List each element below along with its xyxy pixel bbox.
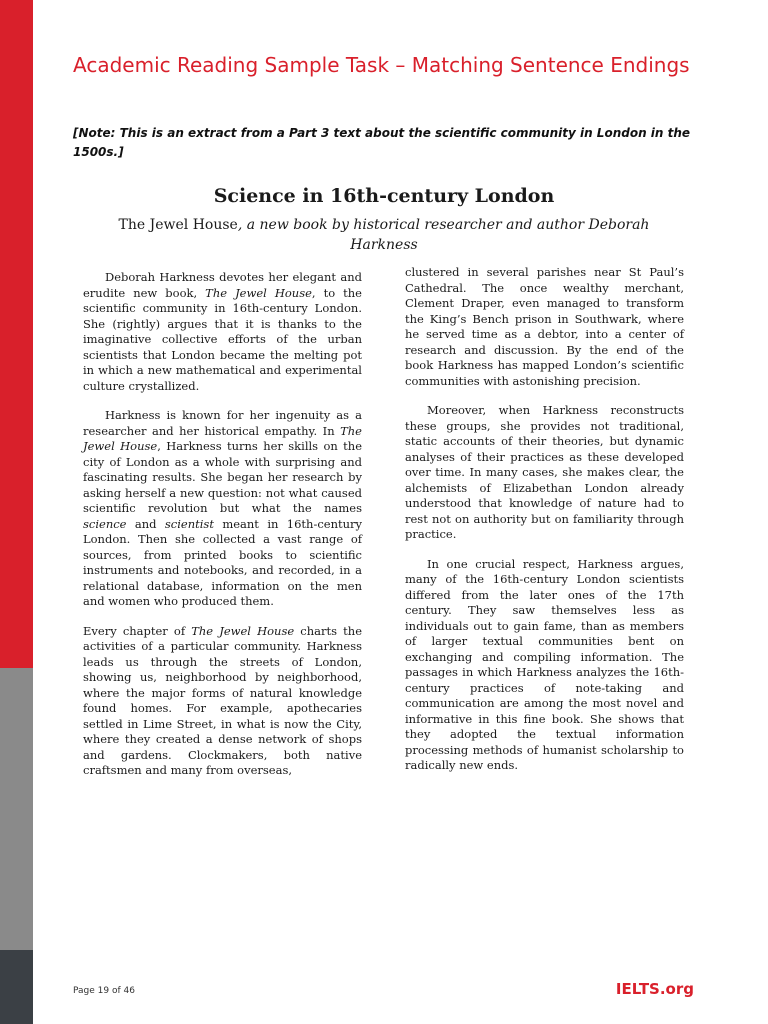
page-number: Page 19 of 46 bbox=[73, 986, 135, 996]
book-title: The Jewel House bbox=[83, 423, 362, 453]
side-band-grey bbox=[0, 668, 33, 950]
text-span: , to the scientific community in 16th-century London. She (rightly) argues that it is thanks to the imaginative collective efforts of the urban scientists that London became the melting pot in which a new mathematical and experimental culture crystallized. bbox=[83, 285, 362, 393]
article-title: Science in 16th-century London bbox=[213, 185, 555, 207]
emphasis: scientist bbox=[164, 516, 214, 531]
side-band-red bbox=[0, 0, 33, 668]
article-subtitle bbox=[100, 215, 668, 255]
text-span: Deborah Harkness devotes her elegant and erudite new book, bbox=[83, 270, 362, 300]
text-span: Harkness is known for her ingenuity as a researcher and her historical empathy. In bbox=[83, 408, 362, 438]
right-column bbox=[405, 265, 684, 788]
paragraph: Moreover, when Harkness reconstructs these groups, she provides not traditional, static accounts of their theories, but dynamic analyses of their practices as these developed over time. In many cases, she makes clear, the alchemists of Elizabethan London already understood that knowledge of nature had to rest not on authority but on familiarity through practice. bbox=[405, 403, 684, 541]
emphasis: science bbox=[83, 516, 127, 531]
brand-logo: IELTS.org bbox=[615, 980, 694, 998]
extract-note: [Note: This is an extract from a Part 3 text about the scientific community in London in the 1500s.] bbox=[73, 126, 691, 159]
paragraph bbox=[83, 408, 362, 610]
subtitle-description: , a new book by historical researcher and author Deborah Harkness bbox=[237, 217, 650, 253]
text-span: , Harkness turns her skills on the city of London as a whole with surprising and fascinating results. She began her research by asking herself a new question: not what caused scientific revolution but what the names bbox=[83, 439, 363, 515]
paragraph bbox=[83, 624, 362, 779]
left-column bbox=[83, 270, 362, 793]
text-span: and bbox=[126, 516, 165, 531]
section-heading: Academic Reading Sample Task – Matching Sentence Endings bbox=[73, 53, 690, 77]
paragraph: clustered in several parishes near St Paul’s Cathedral. The once wealthy merchant, Clement Draper, even managed to transform the King’s Bench prison in Southwark, where he served time as a debtor, into a center of research and discussion. By the end of the book Harkness has mapped London’s scientific communities with astonishing precision. bbox=[405, 265, 684, 388]
text-span: charts the activities of a particular community. Harkness leads us through the streets of London, showing us, neighborhood by neighborhood, where the major forms of natural knowledge found homes. For example, apothecaries settled in Lime Street, in what is now the City, where they created a dense network of shops and gardens. Clockmakers, both native craftsmen and many from overseas, bbox=[83, 623, 362, 777]
book-title: The Jewel House bbox=[191, 623, 295, 638]
text-span: Every chapter of bbox=[83, 623, 192, 638]
book-title: The Jewel House bbox=[205, 285, 312, 300]
text-span: meant in 16th-century London. Then she collected a vast range of sources, from printed books to scientific instruments and notebooks, and recorded, in a relational database, information on the men and women who produced them. bbox=[83, 516, 363, 608]
paragraph: In one crucial respect, Harkness argues, many of the 16th-century London scientists differed from the later ones of the 17th century. They saw themselves less as individuals out to gain fame, than as members of larger textual communities bent on exchanging and compiling information. The passages in which Harkness analyzes the 16th- century practices of note-taking and communication are among the most novel and informative in this fine book. She shows that they adopted the textual information processing methods of humanist scholarship to radically new ends. bbox=[405, 556, 684, 772]
book-title: The Jewel House bbox=[118, 217, 238, 233]
paragraph bbox=[83, 270, 362, 394]
side-band-dark bbox=[0, 950, 33, 1024]
